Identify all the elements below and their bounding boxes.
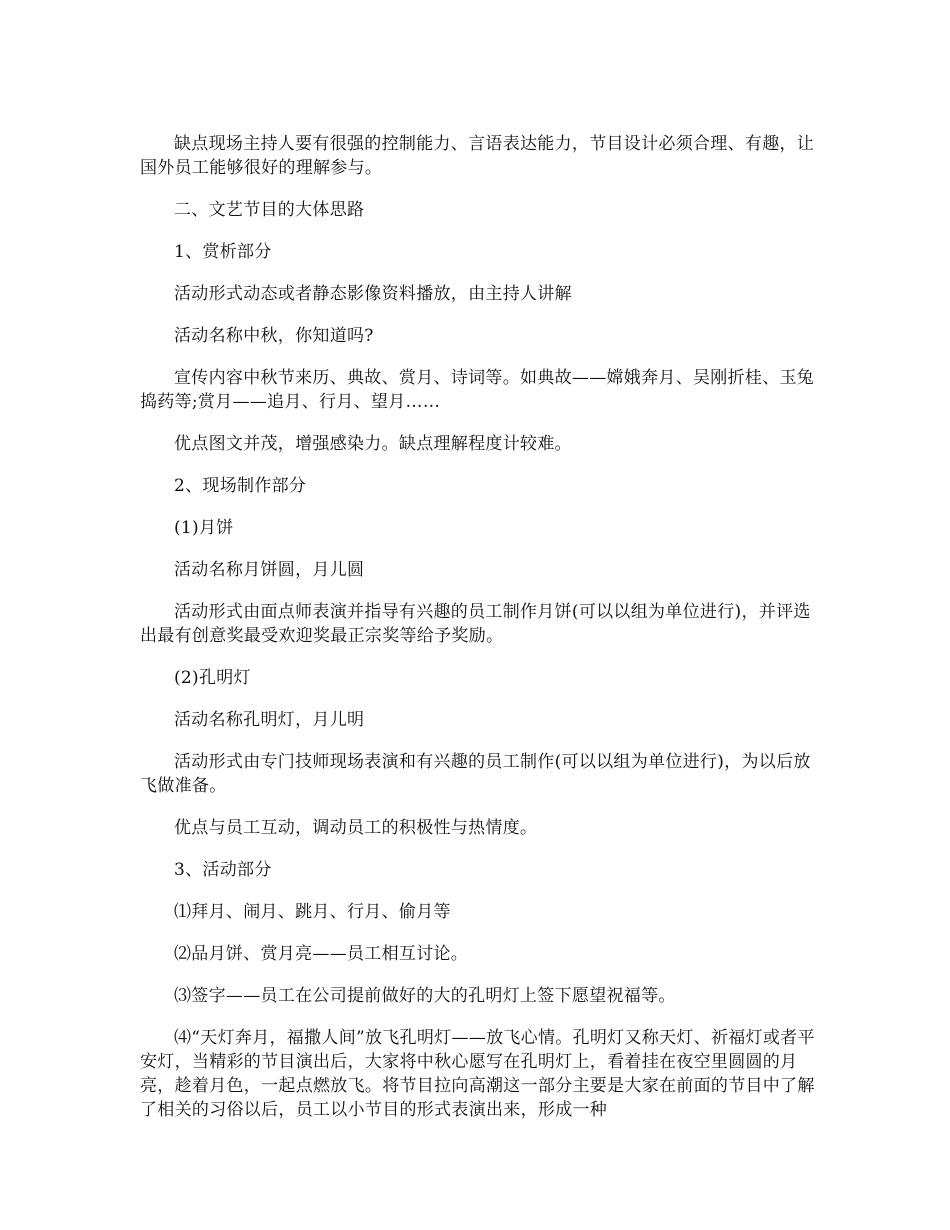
list-item: ⑷“天灯奔月，福撒人间”放飞孔明灯——放飞心情。孔明灯又称天灯、祈福灯或者平安灯，当精彩的节目演出后，大家将中秋心愿写在孔明灯上，看着挂在夜空里圆圆的月亮，趁着月色，一起点燃放飞。将节目拉向高潮这一部分主要是大家在前面的节目中了解了相关的习俗以后，员工以小节目的形式表演出来，形成一种 [140, 1028, 815, 1120]
paragraph: 活动形式动态或者静态影像资料播放，由主持人讲解 [174, 284, 572, 304]
paragraph: 缺点现场主持人要有很强的控制能力、言语表达能力，节目设计必须合理、有趣，让国外员工能够很好的理解参与。 [140, 134, 815, 178]
paragraph: 优点与员工互动，调动员工的积极性与热情度。 [174, 818, 538, 838]
list-item: ⑶签字——员工在公司提前做好的大的孔明灯上签下愿望祝福等。 [174, 986, 676, 1006]
subsection-heading: 1、赏析部分 [174, 242, 272, 262]
paragraph: 活动形式由面点师表演并指导有兴趣的员工制作月饼(可以以组为单位进行)，并评选出最有创意奖最受欢迎奖最正宗奖等给予奖励。 [140, 602, 811, 646]
item-heading: (2)孔明灯 [174, 668, 251, 688]
list-item: ⑴拜月、闹月、跳月、行月、偷月等 [174, 902, 451, 922]
subsection-heading: 3、活动部分 [174, 860, 272, 880]
document-body [140, 132, 816, 1140]
paragraph: 宣传内容中秋节来历、典故、赏月、诗词等。如典故——嫦娥奔月、吴刚折桂、玉兔捣药等;赏月——追月、行月、望月…… [140, 368, 815, 412]
paragraph: 活动名称孔明灯，月儿明 [174, 710, 365, 730]
list-item: ⑵品月饼、赏月亮——员工相互讨论。 [174, 944, 469, 964]
section-heading: 二、文艺节目的大体思路 [174, 200, 365, 220]
paragraph: 优点图文并茂，增强感染力。缺点理解程度计较难。 [174, 434, 572, 454]
subsection-heading: 2、现场制作部分 [174, 476, 307, 496]
item-heading: (1)月饼 [174, 518, 234, 538]
paragraph: 活动名称月饼圆，月儿圆 [174, 560, 365, 580]
paragraph: 活动形式由专门技师现场表演和有兴趣的员工制作(可以以组为单位进行)，为以后放飞做准备。 [140, 752, 811, 796]
paragraph: 活动名称中秋，你知道吗? [174, 326, 374, 346]
